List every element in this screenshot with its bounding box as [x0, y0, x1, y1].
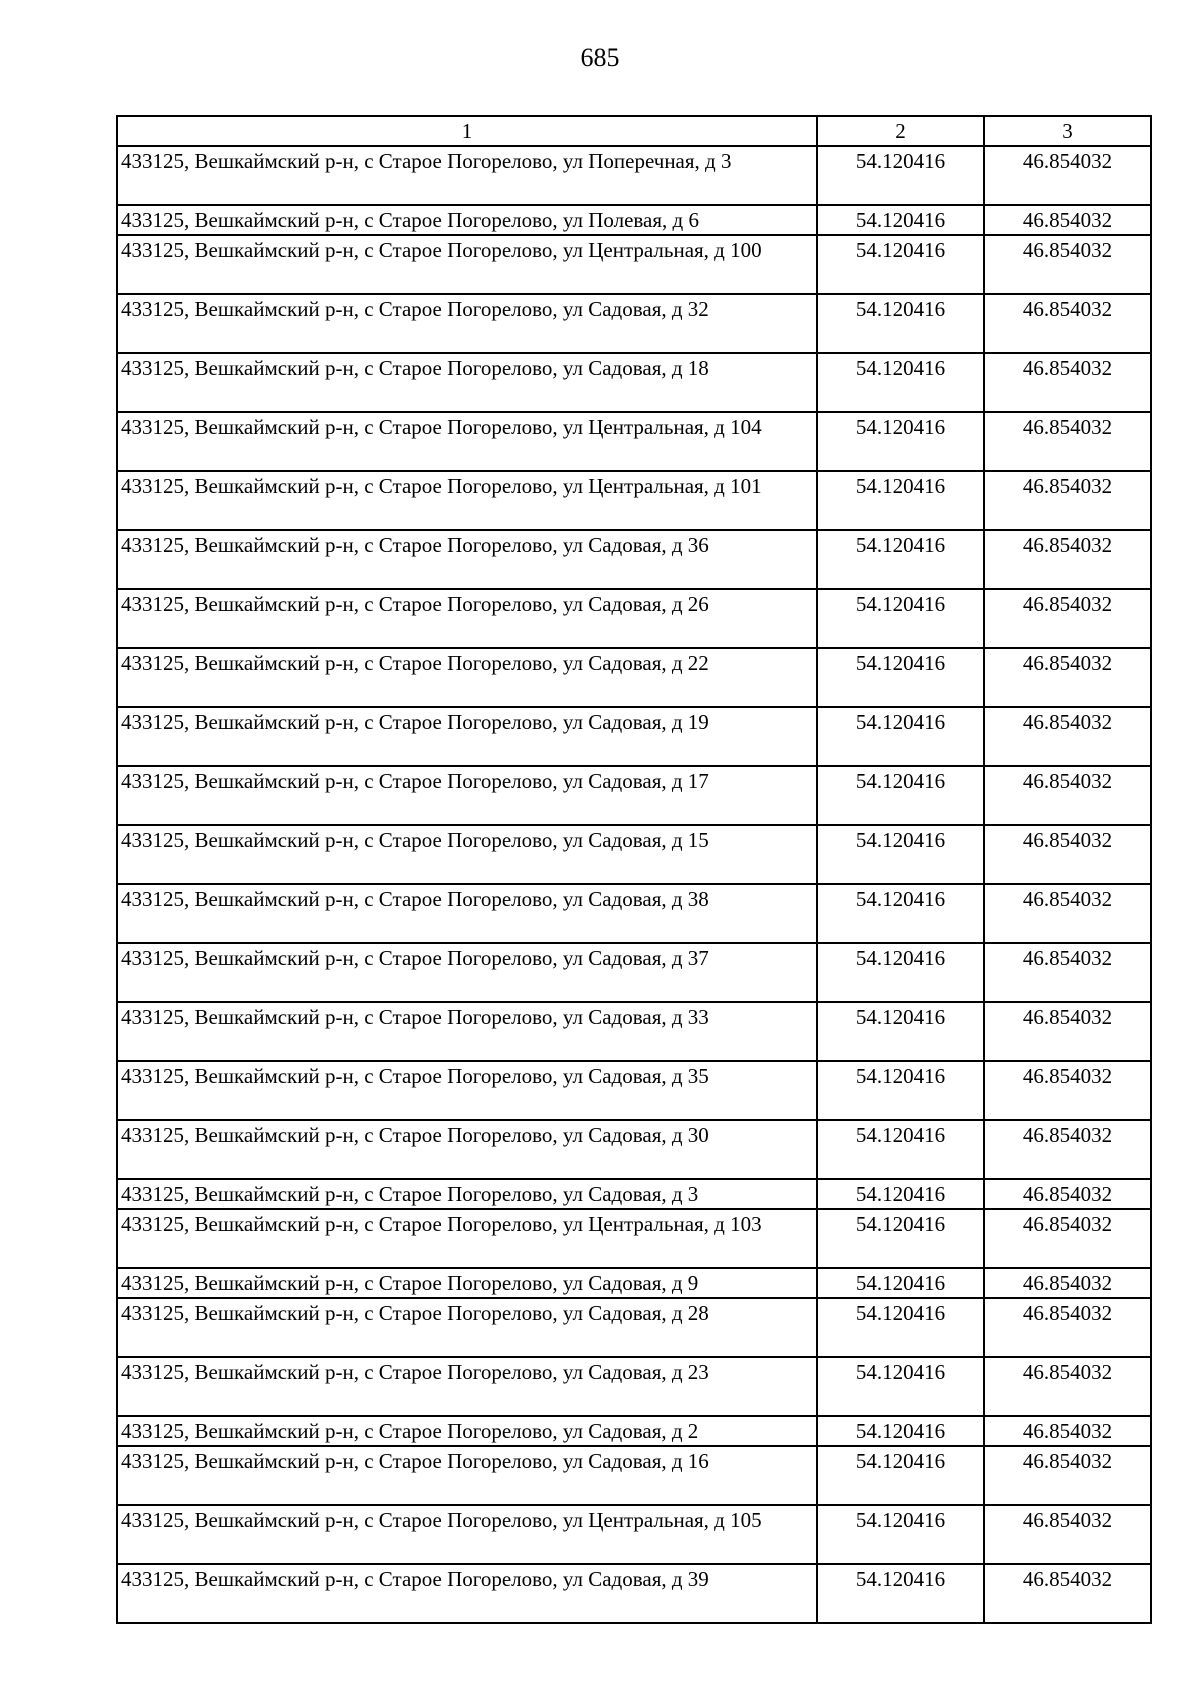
address-cell: 433125, Вешкаймский р-н, с Старое Погорелово, ул Садовая, д 22 — [117, 648, 817, 707]
longitude-cell: 46.854032 — [984, 1298, 1151, 1357]
address-cell: 433125, Вешкаймский р-н, с Старое Погорелово, ул Полевая, д 6 — [117, 205, 817, 235]
longitude-cell: 46.854032 — [984, 1268, 1151, 1298]
table-row — [117, 1505, 1151, 1564]
latitude-cell: 54.120416 — [817, 589, 984, 648]
longitude-cell: 46.854032 — [984, 353, 1151, 412]
address-cell: 433125, Вешкаймский р-н, с Старое Погорелово, ул Садовая, д 33 — [117, 1002, 817, 1061]
latitude-cell: 54.120416 — [817, 1179, 984, 1209]
latitude-cell: 54.120416 — [817, 235, 984, 294]
longitude-cell: 46.854032 — [984, 707, 1151, 766]
latitude-cell: 54.120416 — [817, 1209, 984, 1268]
latitude-cell: 54.120416 — [817, 1061, 984, 1120]
address-cell: 433125, Вешкаймский р-н, с Старое Погорелово, ул Садовая, д 28 — [117, 1298, 817, 1357]
address-cell: 433125, Вешкаймский р-н, с Старое Погорелово, ул Садовая, д 17 — [117, 766, 817, 825]
longitude-cell: 46.854032 — [984, 648, 1151, 707]
latitude-cell: 54.120416 — [817, 1002, 984, 1061]
longitude-cell: 46.854032 — [984, 1446, 1151, 1505]
latitude-cell: 54.120416 — [817, 648, 984, 707]
address-cell: 433125, Вешкаймский р-н, с Старое Погорелово, ул Садовая, д 15 — [117, 825, 817, 884]
latitude-cell: 54.120416 — [817, 1357, 984, 1416]
latitude-cell: 54.120416 — [817, 884, 984, 943]
address-cell: 433125, Вешкаймский р-н, с Старое Погорелово, ул Центральная, д 103 — [117, 1209, 817, 1268]
table-row — [117, 1357, 1151, 1416]
longitude-cell: 46.854032 — [984, 1061, 1151, 1120]
table-row — [117, 766, 1151, 825]
address-cell: 433125, Вешкаймский р-н, с Старое Погорелово, ул Центральная, д 104 — [117, 412, 817, 471]
address-cell: 433125, Вешкаймский р-н, с Старое Погорелово, ул Садовая, д 18 — [117, 353, 817, 412]
latitude-cell: 54.120416 — [817, 1268, 984, 1298]
table-row — [117, 1298, 1151, 1357]
address-cell: 433125, Вешкаймский р-н, с Старое Погорелово, ул Садовая, д 35 — [117, 1061, 817, 1120]
latitude-cell: 54.120416 — [817, 294, 984, 353]
table-row — [117, 1209, 1151, 1268]
table-row — [117, 707, 1151, 766]
table-row — [117, 1268, 1151, 1298]
latitude-cell: 54.120416 — [817, 412, 984, 471]
table-row — [117, 530, 1151, 589]
longitude-cell: 46.854032 — [984, 766, 1151, 825]
longitude-cell: 46.854032 — [984, 943, 1151, 1002]
table-row — [117, 943, 1151, 1002]
table-row — [117, 412, 1151, 471]
table-row — [117, 825, 1151, 884]
address-cell: 433125, Вешкаймский р-н, с Старое Погорелово, ул Садовая, д 36 — [117, 530, 817, 589]
table-row — [117, 1446, 1151, 1505]
column-header-1: 1 — [117, 116, 817, 146]
table-body — [117, 146, 1151, 1623]
longitude-cell: 46.854032 — [984, 412, 1151, 471]
address-cell: 433125, Вешкаймский р-н, с Старое Погорелово, ул Садовая, д 32 — [117, 294, 817, 353]
longitude-cell: 46.854032 — [984, 589, 1151, 648]
table-row — [117, 648, 1151, 707]
longitude-cell: 46.854032 — [984, 1179, 1151, 1209]
table-row — [117, 1564, 1151, 1623]
table-row — [117, 205, 1151, 235]
longitude-cell: 46.854032 — [984, 146, 1151, 205]
table-row — [117, 1416, 1151, 1446]
longitude-cell: 46.854032 — [984, 884, 1151, 943]
address-cell: 433125, Вешкаймский р-н, с Старое Погорелово, ул Садовая, д 37 — [117, 943, 817, 1002]
longitude-cell: 46.854032 — [984, 530, 1151, 589]
longitude-cell: 46.854032 — [984, 1209, 1151, 1268]
latitude-cell: 54.120416 — [817, 1120, 984, 1179]
latitude-cell: 54.120416 — [817, 471, 984, 530]
address-cell: 433125, Вешкаймский р-н, с Старое Погорелово, ул Садовая, д 39 — [117, 1564, 817, 1623]
address-cell: 433125, Вешкаймский р-н, с Старое Погорелово, ул Садовая, д 38 — [117, 884, 817, 943]
latitude-cell: 54.120416 — [817, 146, 984, 205]
latitude-cell: 54.120416 — [817, 530, 984, 589]
table-row — [117, 1002, 1151, 1061]
table-row — [117, 1061, 1151, 1120]
page-number: 685 — [580, 43, 620, 72]
longitude-cell: 46.854032 — [984, 825, 1151, 884]
latitude-cell: 54.120416 — [817, 1564, 984, 1623]
table-row — [117, 294, 1151, 353]
column-header-2: 2 — [817, 116, 984, 146]
table-row — [117, 589, 1151, 648]
address-table — [116, 115, 1152, 1624]
address-cell: 433125, Вешкаймский р-н, с Старое Погорелово, ул Садовая, д 23 — [117, 1357, 817, 1416]
address-cell: 433125, Вешкаймский р-н, с Старое Погорелово, ул Садовая, д 26 — [117, 589, 817, 648]
longitude-cell: 46.854032 — [984, 1564, 1151, 1623]
longitude-cell: 46.854032 — [984, 1120, 1151, 1179]
latitude-cell: 54.120416 — [817, 1446, 984, 1505]
address-cell: 433125, Вешкаймский р-н, с Старое Погорелово, ул Центральная, д 101 — [117, 471, 817, 530]
address-cell: 433125, Вешкаймский р-н, с Старое Погорелово, ул Садовая, д 9 — [117, 1268, 817, 1298]
table-row — [117, 353, 1151, 412]
latitude-cell: 54.120416 — [817, 943, 984, 1002]
latitude-cell: 54.120416 — [817, 766, 984, 825]
address-cell: 433125, Вешкаймский р-н, с Старое Погорелово, ул Центральная, д 100 — [117, 235, 817, 294]
longitude-cell: 46.854032 — [984, 205, 1151, 235]
latitude-cell: 54.120416 — [817, 707, 984, 766]
longitude-cell: 46.854032 — [984, 1002, 1151, 1061]
address-cell: 433125, Вешкаймский р-н, с Старое Погорелово, ул Центральная, д 105 — [117, 1505, 817, 1564]
table-row — [117, 471, 1151, 530]
latitude-cell: 54.120416 — [817, 1416, 984, 1446]
address-cell: 433125, Вешкаймский р-н, с Старое Погорелово, ул Поперечная, д 3 — [117, 146, 817, 205]
longitude-cell: 46.854032 — [984, 294, 1151, 353]
address-cell: 433125, Вешкаймский р-н, с Старое Погорелово, ул Садовая, д 3 — [117, 1179, 817, 1209]
latitude-cell: 54.120416 — [817, 353, 984, 412]
latitude-cell: 54.120416 — [817, 1298, 984, 1357]
longitude-cell: 46.854032 — [984, 235, 1151, 294]
longitude-cell: 46.854032 — [984, 1416, 1151, 1446]
address-cell: 433125, Вешкаймский р-н, с Старое Погорелово, ул Садовая, д 2 — [117, 1416, 817, 1446]
address-cell: 433125, Вешкаймский р-н, с Старое Погорелово, ул Садовая, д 16 — [117, 1446, 817, 1505]
latitude-cell: 54.120416 — [817, 1505, 984, 1564]
address-cell: 433125, Вешкаймский р-н, с Старое Погорелово, ул Садовая, д 19 — [117, 707, 817, 766]
table-row — [117, 1120, 1151, 1179]
table-row — [117, 235, 1151, 294]
table-row — [117, 146, 1151, 205]
longitude-cell: 46.854032 — [984, 1505, 1151, 1564]
latitude-cell: 54.120416 — [817, 205, 984, 235]
latitude-cell: 54.120416 — [817, 825, 984, 884]
table-header-row — [117, 116, 1151, 146]
address-cell: 433125, Вешкаймский р-н, с Старое Погорелово, ул Садовая, д 30 — [117, 1120, 817, 1179]
longitude-cell: 46.854032 — [984, 471, 1151, 530]
table-row — [117, 1179, 1151, 1209]
longitude-cell: 46.854032 — [984, 1357, 1151, 1416]
table-row — [117, 884, 1151, 943]
column-header-3: 3 — [984, 116, 1151, 146]
